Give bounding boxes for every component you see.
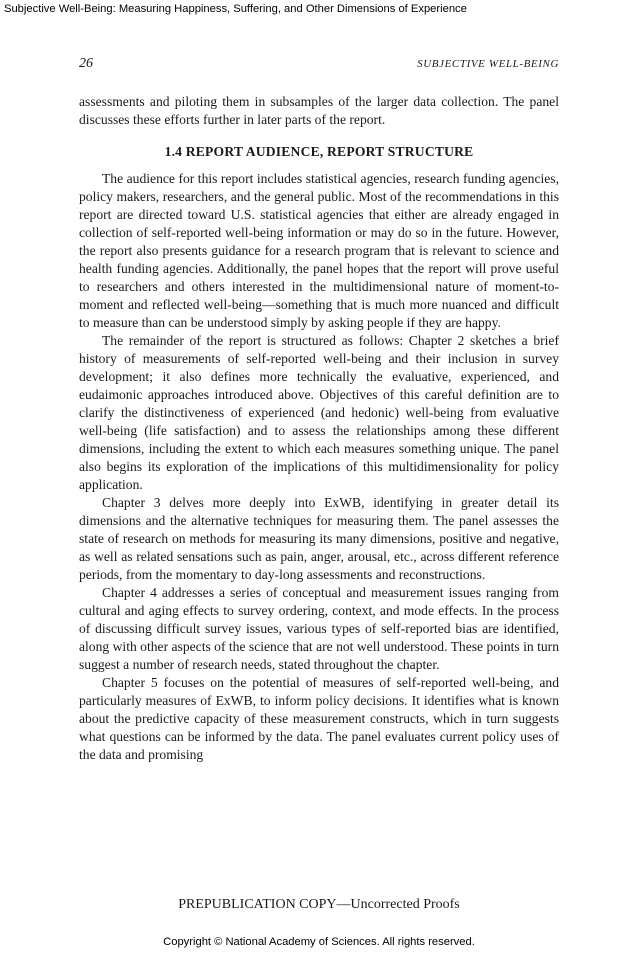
- prepublication-notice: PREPUBLICATION COPY—Uncorrected Proofs: [178, 897, 460, 912]
- paragraph-chapter-3: Chapter 3 delves more deeply into ExWB, identifying in greater detail its dimensions and the alternative techniques for measuring them. The panel assesses the state of research on methods for measuring its many dimensions, positive and negative, as well as related sensations such as pain, anger, arousal, etc., across different reference periods, from the momentary to day-long assessments and reconstructions.: [79, 495, 559, 582]
- running-header: [79, 56, 559, 76]
- document-banner-title: Subjective Well-Being: Measuring Happiness, Suffering, and Other Dimensions of Experience: [4, 3, 467, 15]
- paragraph-chapter-5: Chapter 5 focuses on the potential of measures of self-reported well-being, and particularly measures of ExWB, to inform policy decisions. It identifies what is known about the predictive capacity of these measurement constructs, which in turn suggests what questions can be informed by the data. The panel evaluates current policy uses of the data and promising: [79, 675, 559, 762]
- running-title: SUBJECTIVE WELL-BEING: [417, 58, 559, 70]
- paragraph-audience: The audience for this report includes statistical agencies, research funding agencies, policy makers, researchers, and the general public. Most of the recommendations in this report are directed toward U.S. statistical agencies that either are already engaged in collection of self-reported well-being information or may do so in the future. However, the report also presents guidance for a research program that is relevant to science and health funding agencies. Additionally, the panel hopes that the report will prove useful to researchers and others interested in the multidimensional nature of moment-to-moment and reflected well-being—something that is much more nuanced and difficult to measure than can be understood simply by asking people if they are happy.: [79, 171, 559, 330]
- section-heading: 1.4 REPORT AUDIENCE, REPORT STRUCTURE: [164, 144, 474, 159]
- page-number: 26: [79, 56, 93, 71]
- paragraph-chapter-4: Chapter 4 addresses a series of conceptual and measurement issues ranging from cultural and aging effects to survey ordering, context, and mode effects. In the process of discussing difficult survey issues, various types of self-reported bias are identified, along with other aspects of the science that are not well understood. These points in turn suggest a number of research needs, stated throughout the chapter.: [79, 585, 559, 672]
- copyright-notice: Copyright © National Academy of Sciences. All rights reserved.: [163, 936, 475, 948]
- body-text: [79, 93, 559, 764]
- paragraph-chapter-2: The remainder of the report is structured as follows: Chapter 2 sketches a brief history of measurements of self-reported well-being and their inclusion in survey development; it also defines more technically the evaluative, experienced, and eudaimonic approaches introduced above. Objectives of this careful definition are to clarify the distinctiveness of experienced (and hedonic) well-being from evaluative well-being (life satisfaction) and to assess the relationships among these different dimensions, including the extent to which each measures something unique. The panel also begins its exploration of the implications of this multidimensionality for policy application.: [79, 333, 559, 492]
- paragraph-continued: assessments and piloting them in subsamples of the larger data collection. The panel discusses these efforts further in later parts of the report.: [79, 94, 559, 127]
